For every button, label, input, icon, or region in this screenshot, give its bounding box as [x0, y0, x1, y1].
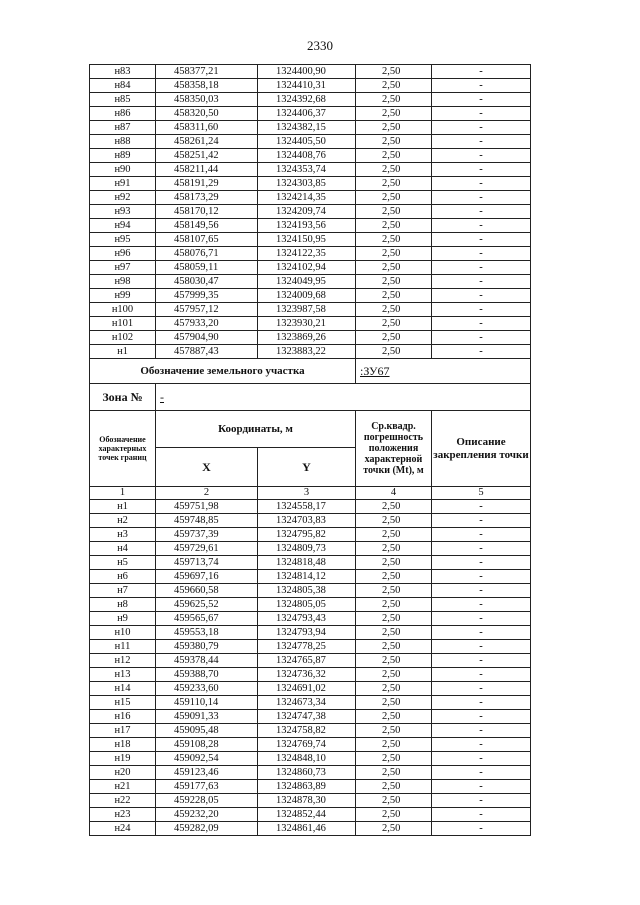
fixing-description: -: [432, 107, 531, 121]
fixing-description: -: [432, 65, 531, 79]
mean-square-error: 2,50: [356, 584, 432, 598]
point-id: н100: [90, 303, 156, 317]
x-coordinate: 458350,03: [156, 93, 258, 107]
bottom-rows: [90, 500, 531, 836]
table-row: [90, 107, 531, 121]
mean-square-error: 2,50: [356, 766, 432, 780]
y-coordinate: 1323869,26: [258, 331, 356, 345]
x-coordinate: 457957,12: [156, 303, 258, 317]
table-row: [90, 570, 531, 584]
y-coordinate: 1324747,38: [258, 710, 356, 724]
plot-designation-text: :ЗУ67: [360, 364, 390, 378]
y-coordinate: 1324049,95: [258, 275, 356, 289]
table-row: [90, 668, 531, 682]
x-coordinate: 458358,18: [156, 79, 258, 93]
table-row: [90, 752, 531, 766]
mean-square-error: 2,50: [356, 163, 432, 177]
fixing-description: -: [432, 570, 531, 584]
table-row: [90, 766, 531, 780]
table-row: [90, 79, 531, 93]
y-coordinate: 1324406,37: [258, 107, 356, 121]
y-coordinate: 1324736,32: [258, 668, 356, 682]
table-row: [90, 598, 531, 612]
table-row: [90, 177, 531, 191]
y-coordinate: 1324410,31: [258, 79, 356, 93]
y-coordinate: 1324778,25: [258, 640, 356, 654]
x-coordinate: 458377,21: [156, 65, 258, 79]
fixing-description: -: [432, 149, 531, 163]
mean-square-error: 2,50: [356, 570, 432, 584]
x-coordinate: 459388,70: [156, 668, 258, 682]
x-coordinate: 457999,35: [156, 289, 258, 303]
y-coordinate: 1324861,46: [258, 822, 356, 836]
coordinates-table: [89, 64, 531, 836]
mean-square-error: 2,50: [356, 247, 432, 261]
x-coordinate: 459177,63: [156, 780, 258, 794]
fixing-description: -: [432, 261, 531, 275]
x-coordinate: 459108,28: [156, 738, 258, 752]
y-coordinate: 1323883,22: [258, 345, 356, 359]
header-x: X: [156, 448, 258, 487]
table-row: [90, 696, 531, 710]
header-y: Y: [258, 448, 356, 487]
fixing-description: -: [432, 345, 531, 359]
point-id: н20: [90, 766, 156, 780]
point-id: н2: [90, 514, 156, 528]
y-coordinate: 1324795,82: [258, 528, 356, 542]
point-id: н87: [90, 121, 156, 135]
x-coordinate: 457887,43: [156, 345, 258, 359]
mean-square-error: 2,50: [356, 177, 432, 191]
point-id: н24: [90, 822, 156, 836]
y-coordinate: 1324758,82: [258, 724, 356, 738]
table-row: [90, 219, 531, 233]
fixing-description: -: [432, 612, 531, 626]
mean-square-error: 2,50: [356, 79, 432, 93]
fixing-description: -: [432, 780, 531, 794]
point-id: н101: [90, 317, 156, 331]
point-id: н18: [90, 738, 156, 752]
table-row: [90, 65, 531, 79]
fixing-description: -: [432, 654, 531, 668]
mean-square-error: 2,50: [356, 135, 432, 149]
point-id: н102: [90, 331, 156, 345]
point-id: н88: [90, 135, 156, 149]
fixing-description: -: [432, 584, 531, 598]
point-id: н14: [90, 682, 156, 696]
y-coordinate: 1324703,83: [258, 514, 356, 528]
y-coordinate: 1324353,74: [258, 163, 356, 177]
point-id: н5: [90, 556, 156, 570]
mean-square-error: 2,50: [356, 738, 432, 752]
fixing-description: -: [432, 93, 531, 107]
fixing-description: -: [432, 528, 531, 542]
mean-square-error: 2,50: [356, 696, 432, 710]
y-coordinate: 1324818,48: [258, 556, 356, 570]
header-mean-square-error: Ср.квадр. погрешность положения характерной точки (Мt), м: [356, 411, 432, 487]
y-coordinate: 1324852,44: [258, 808, 356, 822]
y-coordinate: 1324303,85: [258, 177, 356, 191]
y-coordinate: 1324382,15: [258, 121, 356, 135]
mean-square-error: 2,50: [356, 107, 432, 121]
header-coordinates: Координаты, м: [156, 411, 356, 448]
mean-square-error: 2,50: [356, 345, 432, 359]
fixing-description: -: [432, 738, 531, 752]
mean-square-error: 2,50: [356, 612, 432, 626]
x-coordinate: 458261,24: [156, 135, 258, 149]
point-id: н96: [90, 247, 156, 261]
point-id: н7: [90, 584, 156, 598]
y-coordinate: 1323930,21: [258, 317, 356, 331]
fixing-description: -: [432, 317, 531, 331]
table-row: [90, 822, 531, 836]
x-coordinate: 459565,67: [156, 612, 258, 626]
table-row: [90, 191, 531, 205]
point-id: н12: [90, 654, 156, 668]
fixing-description: -: [432, 724, 531, 738]
mean-square-error: 2,50: [356, 149, 432, 163]
x-coordinate: 457904,90: [156, 331, 258, 345]
fixing-description: -: [432, 205, 531, 219]
x-coordinate: 459751,98: [156, 500, 258, 514]
x-coordinate: 459233,60: [156, 682, 258, 696]
x-coordinate: 459232,20: [156, 808, 258, 822]
top-rows: [90, 65, 531, 359]
fixing-description: -: [432, 640, 531, 654]
table-row: [90, 261, 531, 275]
x-coordinate: 459380,79: [156, 640, 258, 654]
mean-square-error: 2,50: [356, 500, 432, 514]
point-id: н1: [90, 345, 156, 359]
point-id: н85: [90, 93, 156, 107]
point-id: н10: [90, 626, 156, 640]
x-coordinate: 459729,61: [156, 542, 258, 556]
fixing-description: -: [432, 794, 531, 808]
mean-square-error: 2,50: [356, 121, 432, 135]
y-coordinate: 1324122,35: [258, 247, 356, 261]
x-coordinate: 459660,58: [156, 584, 258, 598]
fixing-description: -: [432, 500, 531, 514]
column-numbers-row: [90, 487, 531, 500]
table-row: [90, 682, 531, 696]
table-row: [90, 542, 531, 556]
point-id: н99: [90, 289, 156, 303]
y-coordinate: 1324102,94: [258, 261, 356, 275]
point-id: н1: [90, 500, 156, 514]
mean-square-error: 2,50: [356, 794, 432, 808]
y-coordinate: 1324848,10: [258, 752, 356, 766]
table-row: [90, 275, 531, 289]
column-number: 1: [90, 487, 156, 500]
x-coordinate: 458170,12: [156, 205, 258, 219]
x-coordinate: 459553,18: [156, 626, 258, 640]
point-id: н92: [90, 191, 156, 205]
mean-square-error: 2,50: [356, 640, 432, 654]
y-coordinate: 1324009,68: [258, 289, 356, 303]
x-coordinate: 459123,46: [156, 766, 258, 780]
x-coordinate: 459748,85: [156, 514, 258, 528]
point-id: н91: [90, 177, 156, 191]
table-row: [90, 710, 531, 724]
fixing-description: -: [432, 163, 531, 177]
mean-square-error: 2,50: [356, 219, 432, 233]
column-number: 5: [432, 487, 531, 500]
point-id: н94: [90, 219, 156, 233]
y-coordinate: 1323987,58: [258, 303, 356, 317]
mean-square-error: 2,50: [356, 303, 432, 317]
table-row: [90, 738, 531, 752]
point-id: н89: [90, 149, 156, 163]
fixing-description: -: [432, 752, 531, 766]
column-number: 4: [356, 487, 432, 500]
point-id: н90: [90, 163, 156, 177]
mean-square-error: 2,50: [356, 780, 432, 794]
plot-designation-label: Обозначение земельного участка: [90, 359, 356, 384]
x-coordinate: 459713,74: [156, 556, 258, 570]
x-coordinate: 458149,56: [156, 219, 258, 233]
x-coordinate: 459092,54: [156, 752, 258, 766]
y-coordinate: 1324809,73: [258, 542, 356, 556]
point-id: н8: [90, 598, 156, 612]
mean-square-error: 2,50: [356, 556, 432, 570]
y-coordinate: 1324214,35: [258, 191, 356, 205]
zone-label: Зона №: [90, 384, 156, 411]
table-row: [90, 331, 531, 345]
y-coordinate: 1324150,95: [258, 233, 356, 247]
fixing-description: -: [432, 808, 531, 822]
mean-square-error: 2,50: [356, 317, 432, 331]
table-row: [90, 205, 531, 219]
fixing-description: -: [432, 303, 531, 317]
y-coordinate: 1324765,87: [258, 654, 356, 668]
point-id: н6: [90, 570, 156, 584]
mean-square-error: 2,50: [356, 233, 432, 247]
x-coordinate: 458059,11: [156, 261, 258, 275]
mean-square-error: 2,50: [356, 654, 432, 668]
x-coordinate: 458107,65: [156, 233, 258, 247]
point-id: н22: [90, 794, 156, 808]
table-row: [90, 612, 531, 626]
y-coordinate: 1324878,30: [258, 794, 356, 808]
x-coordinate: 458251,42: [156, 149, 258, 163]
y-coordinate: 1324805,05: [258, 598, 356, 612]
fixing-description: -: [432, 542, 531, 556]
x-coordinate: 459378,44: [156, 654, 258, 668]
mean-square-error: 2,50: [356, 542, 432, 556]
x-coordinate: 458311,60: [156, 121, 258, 135]
table-row: [90, 135, 531, 149]
fixing-description: -: [432, 233, 531, 247]
table-row: [90, 584, 531, 598]
table-row: [90, 724, 531, 738]
point-id: н19: [90, 752, 156, 766]
point-id: н17: [90, 724, 156, 738]
mean-square-error: 2,50: [356, 275, 432, 289]
x-coordinate: 459095,48: [156, 724, 258, 738]
point-id: н93: [90, 205, 156, 219]
fixing-description: -: [432, 696, 531, 710]
point-id: н97: [90, 261, 156, 275]
y-coordinate: 1324860,73: [258, 766, 356, 780]
fixing-description: -: [432, 822, 531, 836]
zone-value: -: [156, 384, 531, 411]
y-coordinate: 1324400,90: [258, 65, 356, 79]
mean-square-error: 2,50: [356, 528, 432, 542]
table-row: [90, 514, 531, 528]
fixing-description: -: [432, 191, 531, 205]
x-coordinate: 459228,05: [156, 794, 258, 808]
y-coordinate: 1324793,94: [258, 626, 356, 640]
fixing-description: -: [432, 710, 531, 724]
x-coordinate: 458211,44: [156, 163, 258, 177]
plot-designation-value: [356, 359, 531, 384]
mean-square-error: 2,50: [356, 752, 432, 766]
header-fixing-description: Описание закрепления точки: [432, 411, 531, 487]
mean-square-error: 2,50: [356, 205, 432, 219]
point-id: н3: [90, 528, 156, 542]
table-row: [90, 528, 531, 542]
table-row: [90, 247, 531, 261]
y-coordinate: 1324814,12: [258, 570, 356, 584]
fixing-description: -: [432, 275, 531, 289]
mean-square-error: 2,50: [356, 724, 432, 738]
point-id: н86: [90, 107, 156, 121]
mean-square-error: 2,50: [356, 668, 432, 682]
mean-square-error: 2,50: [356, 808, 432, 822]
fixing-description: -: [432, 626, 531, 640]
y-coordinate: 1324805,38: [258, 584, 356, 598]
mean-square-error: 2,50: [356, 191, 432, 205]
y-coordinate: 1324691,02: [258, 682, 356, 696]
y-coordinate: 1324193,56: [258, 219, 356, 233]
y-coordinate: 1324209,74: [258, 205, 356, 219]
y-coordinate: 1324408,76: [258, 149, 356, 163]
fixing-description: -: [432, 219, 531, 233]
mean-square-error: 2,50: [356, 598, 432, 612]
table-row: [90, 317, 531, 331]
point-id: н11: [90, 640, 156, 654]
fixing-description: -: [432, 556, 531, 570]
point-id: н23: [90, 808, 156, 822]
y-coordinate: 1324392,68: [258, 93, 356, 107]
x-coordinate: 459282,09: [156, 822, 258, 836]
fixing-description: -: [432, 289, 531, 303]
mean-square-error: 2,50: [356, 514, 432, 528]
point-id: н13: [90, 668, 156, 682]
y-coordinate: 1324769,74: [258, 738, 356, 752]
table-row: [90, 149, 531, 163]
point-id: н95: [90, 233, 156, 247]
y-coordinate: 1324863,89: [258, 780, 356, 794]
table-row: [90, 289, 531, 303]
fixing-description: -: [432, 177, 531, 191]
x-coordinate: 458191,29: [156, 177, 258, 191]
mean-square-error: 2,50: [356, 65, 432, 79]
mean-square-error: 2,50: [356, 93, 432, 107]
mean-square-error: 2,50: [356, 710, 432, 724]
fixing-description: -: [432, 331, 531, 345]
table-row: [90, 163, 531, 177]
table-row: [90, 640, 531, 654]
fixing-description: -: [432, 668, 531, 682]
y-coordinate: 1324405,50: [258, 135, 356, 149]
column-number: 2: [156, 487, 258, 500]
page-number: 2330: [307, 38, 333, 53]
mean-square-error: 2,50: [356, 331, 432, 345]
x-coordinate: 459737,39: [156, 528, 258, 542]
table-row: [90, 654, 531, 668]
mean-square-error: 2,50: [356, 682, 432, 696]
fixing-description: -: [432, 135, 531, 149]
table-row: [90, 121, 531, 135]
column-number: 3: [258, 487, 356, 500]
y-coordinate: 1324673,34: [258, 696, 356, 710]
mean-square-error: 2,50: [356, 822, 432, 836]
table-row: [90, 500, 531, 514]
fixing-description: -: [432, 682, 531, 696]
point-id: н9: [90, 612, 156, 626]
x-coordinate: 458030,47: [156, 275, 258, 289]
table-row: [90, 780, 531, 794]
x-coordinate: 459697,16: [156, 570, 258, 584]
fixing-description: -: [432, 766, 531, 780]
fixing-description: -: [432, 247, 531, 261]
x-coordinate: 458320,50: [156, 107, 258, 121]
point-id: н21: [90, 780, 156, 794]
mean-square-error: 2,50: [356, 289, 432, 303]
table-row: [90, 556, 531, 570]
mean-square-error: 2,50: [356, 261, 432, 275]
table-row: [90, 794, 531, 808]
table-row: [90, 233, 531, 247]
x-coordinate: 459625,52: [156, 598, 258, 612]
x-coordinate: 459110,14: [156, 696, 258, 710]
fixing-description: -: [432, 79, 531, 93]
point-id: н4: [90, 542, 156, 556]
point-id: н15: [90, 696, 156, 710]
y-coordinate: 1324558,17: [258, 500, 356, 514]
point-id: н16: [90, 710, 156, 724]
fixing-description: -: [432, 121, 531, 135]
fixing-description: -: [432, 598, 531, 612]
point-id: н84: [90, 79, 156, 93]
point-id: н98: [90, 275, 156, 289]
table-row: [90, 345, 531, 359]
table-row: [90, 626, 531, 640]
x-coordinate: 458173,29: [156, 191, 258, 205]
fixing-description: -: [432, 514, 531, 528]
x-coordinate: 458076,71: [156, 247, 258, 261]
table-row: [90, 303, 531, 317]
header-point-designation: Обозначение характерных точек границ: [90, 411, 156, 487]
table-header: [90, 359, 531, 500]
table-row: [90, 808, 531, 822]
table-row: [90, 93, 531, 107]
y-coordinate: 1324793,43: [258, 612, 356, 626]
x-coordinate: 459091,33: [156, 710, 258, 724]
mean-square-error: 2,50: [356, 626, 432, 640]
point-id: н83: [90, 65, 156, 79]
x-coordinate: 457933,20: [156, 317, 258, 331]
